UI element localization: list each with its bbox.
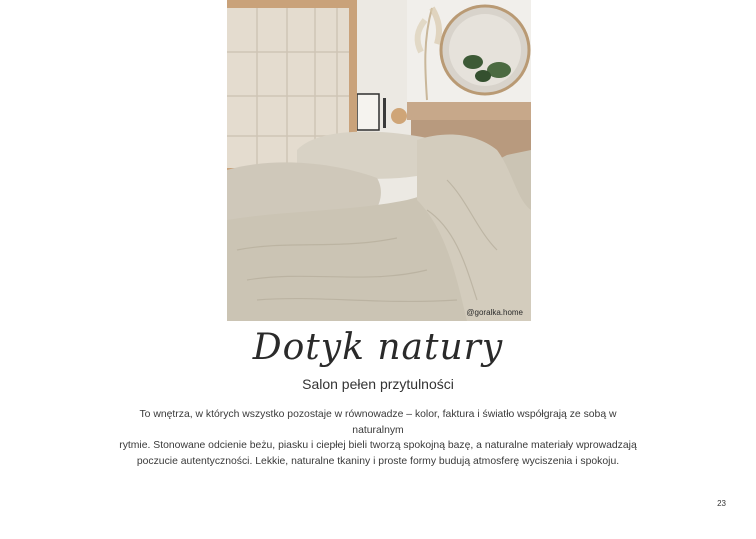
- body-line: To wnętrza, w których wszystko pozostaje w równowadze – kolor, faktura i światło współgrają ze sobą w naturalnym: [139, 409, 617, 436]
- bedroom-photo: [227, 0, 531, 321]
- bedroom-illustration: [227, 0, 531, 321]
- script-title: Dotyk natury: [252, 327, 504, 368]
- subtitle: Salon pełen przytulności: [302, 376, 454, 392]
- body-line: poczucie autentyczności. Lekkie, naturalne tkaniny i proste formy budują atmosferę wyciszenia i spokoju.: [136, 455, 620, 467]
- page-number: 23: [717, 499, 726, 508]
- photo-credit: @goralka.home: [466, 308, 523, 317]
- body-line: rytmie. Stonowane odcienie beżu, piasku i ciepłej bieli tworzą spokojną bazę, a naturalne materiały wprowadzają: [119, 440, 637, 451]
- body-paragraph: [118, 407, 638, 469]
